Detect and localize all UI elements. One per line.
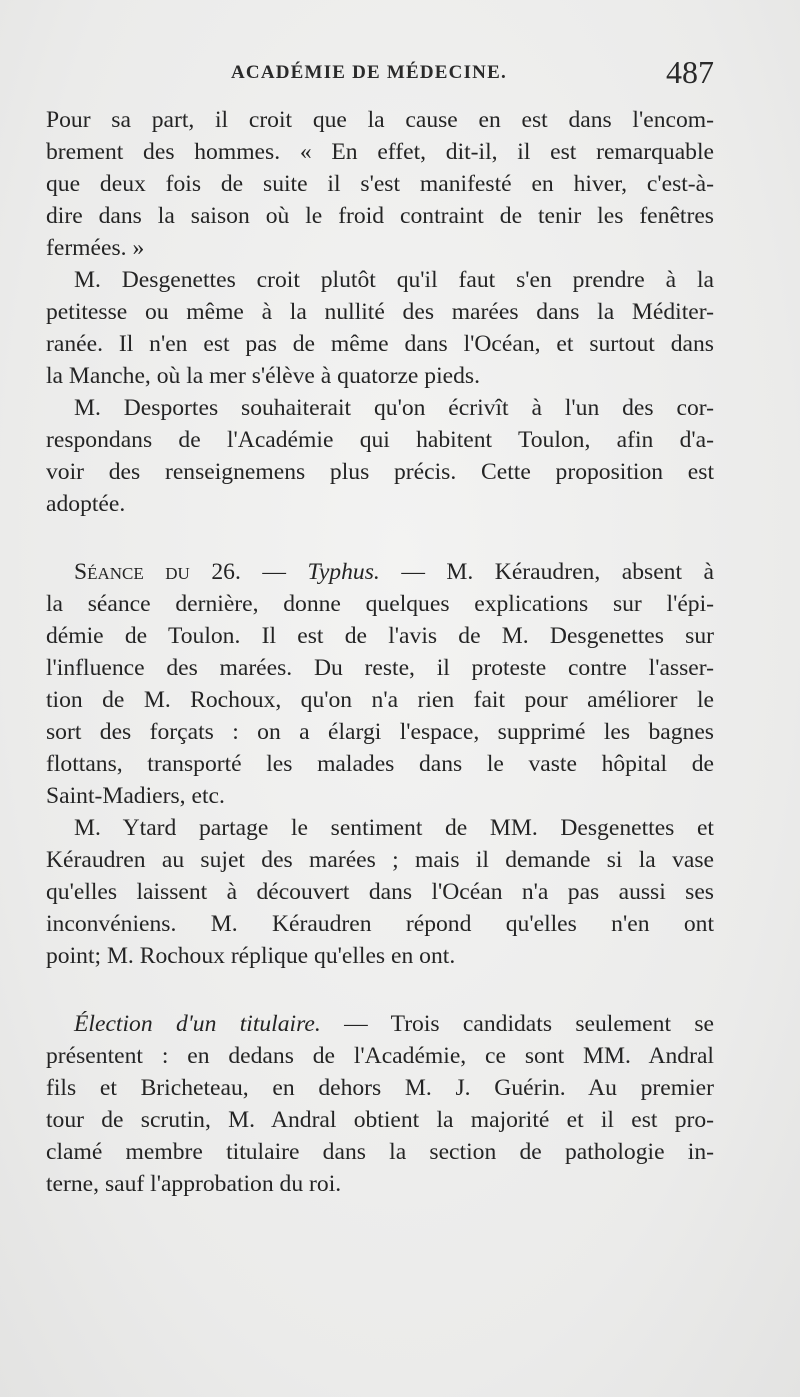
text-line: présentent : en dedans de l'Académie, ce sont MM. Andral — [46, 1043, 714, 1069]
text-line: fils et Bricheteau, en dehors M. J. Guérin. Au premier — [46, 1075, 714, 1101]
paragraph — [46, 104, 714, 264]
text-line: démie de Toulon. Il est de l'avis de M. Desgenettes sur — [46, 623, 714, 649]
text-line: la Manche, où la mer s'élève à quatorze pieds. — [46, 363, 480, 389]
running-title: ACADÉMIE DE MÉDECINE. — [231, 62, 507, 83]
text-line: fermées. » — [46, 235, 145, 261]
text-line: M. Desgenettes croit plutôt qu'il faut s'en prendre à la — [74, 267, 714, 293]
seance-label: Séance du — [74, 559, 190, 585]
text-line: inconvéniens. M. Kéraudren répond qu'elles n'en ont — [46, 911, 714, 937]
text-line: point; M. Rochoux réplique qu'elles en ont. — [46, 943, 456, 969]
page-header — [0, 52, 800, 96]
paragraph — [46, 264, 714, 392]
text-line: brement des hommes. « En effet, dit-il, il est remarquable — [46, 139, 714, 165]
election-title: Élection d'un titulaire. — [74, 1011, 321, 1037]
text-line: respondans de l'Académie qui habitent Toulon, afin d'a- — [46, 427, 714, 453]
election-first-line — [46, 1008, 714, 1040]
text-line: la séance dernière, donne quelques explications sur l'épi- — [46, 591, 714, 617]
text-line: petitesse ou même à la nullité des marées dans la Méditer- — [46, 299, 714, 325]
paragraph-election — [46, 1008, 714, 1200]
section-gap — [46, 972, 714, 1008]
election-rest: — Trois candidats seulement se — [344, 1011, 714, 1037]
seance-rest: — M. Kéraudren, absent à — [401, 559, 714, 585]
text-line: flottans, transporté les malades dans le vaste hôpital de — [46, 751, 714, 777]
text-line: voir des renseignemens plus précis. Cette proposition est — [46, 459, 714, 485]
text-line: sort des forçats : on a élargi l'espace, supprimé les bagnes — [46, 719, 714, 745]
seance-date: 26. — — [211, 559, 286, 585]
paragraph — [46, 392, 714, 520]
section-gap — [46, 520, 714, 556]
text-line: Pour sa part, il croit que la cause en est dans l'encom- — [46, 107, 714, 133]
page-number: 487 — [666, 54, 714, 90]
text-line: terne, sauf l'approbation du roi. — [46, 1171, 342, 1197]
text-line: Kéraudren au sujet des marées ; mais il demande si la vase — [46, 847, 714, 873]
text-line: tour de scrutin, M. Andral obtient la majorité et il est pro- — [46, 1107, 714, 1133]
paragraph-seance — [46, 556, 714, 812]
paragraph — [46, 812, 714, 972]
text-line: tion de M. Rochoux, qu'on n'a rien fait pour améliorer le — [46, 687, 714, 713]
text-line: qu'elles laissent à découvert dans l'Océan n'a pas aussi ses — [46, 879, 714, 905]
text-line: Saint-Madiers, etc. — [46, 783, 225, 809]
text-line: clamé membre titulaire dans la section de pathologie in- — [46, 1139, 714, 1165]
text-line: dire dans la saison où le froid contraint de tenir les fenêtres — [46, 203, 714, 229]
text-line: adoptée. — [46, 491, 126, 517]
text-line: M. Ytard partage le sentiment de MM. Desgenettes et — [74, 815, 714, 841]
text-line: l'influence des marées. Du reste, il proteste contre l'asser- — [46, 655, 714, 681]
body-text — [46, 104, 714, 1200]
text-line: M. Desportes souhaiterait qu'on écrivît à l'un des cor- — [74, 395, 714, 421]
seance-first-line — [46, 556, 714, 588]
seance-topic: Typhus. — [307, 559, 380, 585]
text-line: ranée. Il n'en est pas de même dans l'Océan, et surtout dans — [46, 331, 714, 357]
text-line: que deux fois de suite il s'est manifesté en hiver, c'est-à- — [46, 171, 714, 197]
